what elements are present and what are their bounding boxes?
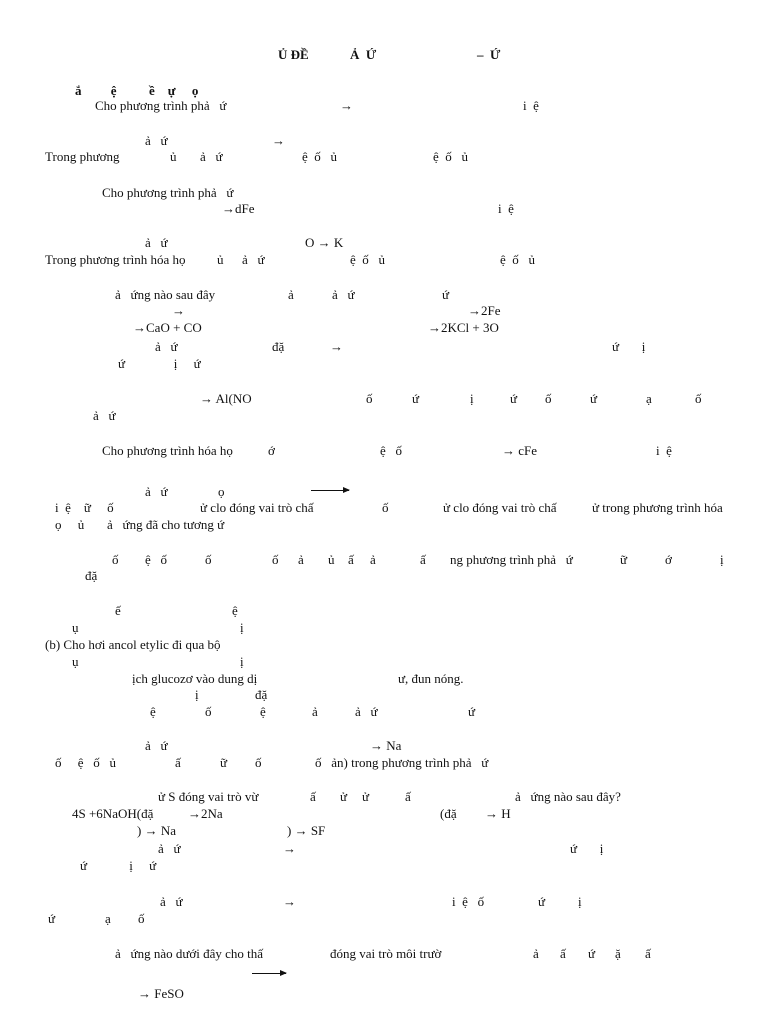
q4-fragment: ứ ị ứ [118,356,201,371]
q14-text: ả ứng nào dưới đây cho thấ [115,946,264,961]
q12-fragment: ứ ị ứ [80,858,157,873]
q11-fragment: ấ [310,789,316,804]
q9-fragment: ố [205,704,212,719]
q3-fragment: ả ứ [332,287,355,302]
q3-option-d: →2KCl + 3O [428,320,499,335]
q6-fragment: ớ [268,443,275,458]
q9-fragment: ệ [150,704,156,719]
q7-fragment: i ệ ữ ố [55,500,114,515]
q14-fragment: ấ [645,946,651,961]
q7-text: ọ ủ ả ứng đã cho tương ứ [55,517,225,532]
q12-fragment: ả ứ [158,841,181,856]
q12-arrow: → [283,841,296,856]
q13-arrow: → [283,894,296,909]
q14-fragment: ứ [588,946,596,961]
q9-item-text: ư, đun nóng. [398,671,464,686]
q12-fragment: ứ ị [570,841,604,856]
q9-fragment: ệ [260,704,266,719]
q13-fragment: ả ứ [160,894,183,909]
q14-equation: → FeSO [138,986,184,1001]
q11-option-b: (đặ [440,806,457,821]
q8-fragment: đặ [85,568,98,583]
q2-condition: i ệ [498,201,514,216]
q9-fragment: ị [240,620,244,635]
q5-fragment: ứ [590,391,598,406]
q3-option-c: →CaO + CO [133,320,202,335]
q7-fragment: ố [382,500,389,515]
q2-fragment: ả ứ [145,235,168,250]
q2-text: Cho phương trình phả ứ [102,185,234,200]
q9-fragment: ả ứ [355,704,378,719]
q9-fragment: ứ [468,704,476,719]
q7-fragment: ọ [218,484,225,499]
q11-fragment: ử [340,789,348,804]
q7-text: ử trong phương trình hóa [592,500,723,515]
q6-text: Cho phương trình hóa họ [102,443,233,458]
q13-fragment: ứ [538,894,546,909]
q7-text: ử clo đóng vai trò chấ [443,500,557,515]
q11-option-b-tail: → H [485,806,511,821]
q8-fragment: ệ ố [145,552,168,567]
q4-fragment: đặ [272,339,285,354]
q8-fragment: ấ [348,552,354,567]
q2-equation-tail: O → K [305,235,344,250]
title-part-3: – Ứ [477,47,501,62]
q6-fragment: ệ ố [380,443,403,458]
q7-fragment: ả ứ [145,484,168,499]
q13-condition: i ệ ố [452,894,485,909]
q14-fragment: ả [533,946,539,961]
q9-fragment: ị [195,687,199,702]
q11-text: ử S đóng vai trò vừ [158,789,259,804]
q5-fragment: ố [545,391,552,406]
q10-fragment: ả ứ [145,738,168,753]
q5-fragment: ứ [412,391,420,406]
q10-fragment: ố [255,755,262,770]
q4-fragment: ả ứ [155,339,178,354]
q1-fragment: ả ứ [200,149,223,164]
q3-fragment: ả [288,287,294,302]
title-part-1: Ủ ĐỀ [278,47,309,62]
q9-item-text: ịch glucozơ vào dung dị [132,671,258,686]
q8-fragment: ủ [328,552,335,567]
q9-fragment: ị [240,654,244,669]
q5-fragment: ứ [510,391,518,406]
q8-fragment: ữ [620,552,628,567]
long-arrow-icon [252,973,286,974]
q9-fragment: ệ [232,603,238,618]
q1-text: Cho phương trình phả ứ [95,98,227,113]
q9-fragment: ế [115,603,121,618]
section-heading: ắ ệ ề ự ọ [75,83,199,98]
q9-fragment: ụ [72,620,79,635]
q1-arrow: → [340,98,353,113]
q8-fragment: ố [112,552,119,567]
q8-text: ng phương trình phả ứ [450,552,573,567]
q8-fragment: ớ [665,552,672,567]
q10-text: ố ản) trong phương trình phả ứ [315,755,489,770]
q1-arrow-2: → [272,133,285,148]
q1-condition: i ệ [523,98,539,113]
q1-fragment: ủ [170,149,177,164]
q11-option-a: 4S +6NaOH(đặ [72,806,154,821]
q10-fragment: ố ệ ố ủ [55,755,117,770]
q3-option-a-arrow: → [172,303,185,318]
q2-fragment: ệ ố ủ [350,252,386,267]
q11-option-c: ) → Na [137,823,176,838]
q2-question: Trong phương trình hóa họ [45,252,186,267]
q10-equation: → Na [370,738,402,753]
q9-fragment: ụ [72,654,79,669]
q2-fragment: ủ [217,252,224,267]
q8-fragment: ố [272,552,279,567]
q4-arrow: → [330,339,343,354]
q3-fragment: ứ [442,287,450,302]
q11-text: ả ứng nào sau đây? [515,789,621,804]
q5-fragment: ả ứ [93,408,116,423]
q9-item-b: (b) Cho hơi ancol etylic đi qua bộ [45,637,221,652]
q2-fragment: ệ ố ủ [500,252,536,267]
q8-fragment: ả [370,552,376,567]
q11-option-d: ) → SF [287,823,326,838]
q13-fragment: ạ [105,911,111,926]
q5-fragment: ị [470,391,474,406]
q8-fragment: ố [205,552,212,567]
q6-condition: i ệ [656,443,672,458]
q5-fragment: ố [366,391,373,406]
q1-question: Trong phương [45,149,120,164]
q11-option-a-tail: →2Na [188,806,223,821]
q2-equation: →dFe [222,201,255,216]
q11-fragment: ấ [405,789,411,804]
q13-fragment: ị [578,894,582,909]
q1-fragment: ệ ố ủ [302,149,338,164]
q2-fragment: ả ứ [242,252,265,267]
q3-text: ả ứng nào sau đây [115,287,216,302]
q8-fragment: ấ [420,552,426,567]
q6-equation: → cFe [502,443,538,458]
q7-text: ử clo đóng vai trò chấ [200,500,314,515]
q10-fragment: ữ [220,755,228,770]
q1-fragment: ệ ố ủ [433,149,469,164]
q13-fragment: ứ [48,911,56,926]
q9-fragment: đặ [255,687,268,702]
q1-fragment: ả ứ [145,133,168,148]
q5-fragment: ố [695,391,702,406]
q13-fragment: ố [138,911,145,926]
title-part-2: Ả Ứ [350,47,377,62]
q14-fragment: ấ [560,946,566,961]
q11-fragment: ử [362,789,370,804]
q14-text: đóng vai trò môi trườ [330,946,442,961]
q8-fragment: ả [298,552,304,567]
q9-fragment: ả [312,704,318,719]
q10-fragment: ấ [175,755,181,770]
q5-fragment: ạ [646,391,652,406]
q8-fragment: ị [720,552,724,567]
q14-fragment: ặ [615,946,621,961]
q3-option-b: →2Fe [468,303,501,318]
q4-fragment: ứ ị [612,339,646,354]
q5-equation: → Al(NO [200,391,252,406]
long-arrow-icon [311,490,349,491]
